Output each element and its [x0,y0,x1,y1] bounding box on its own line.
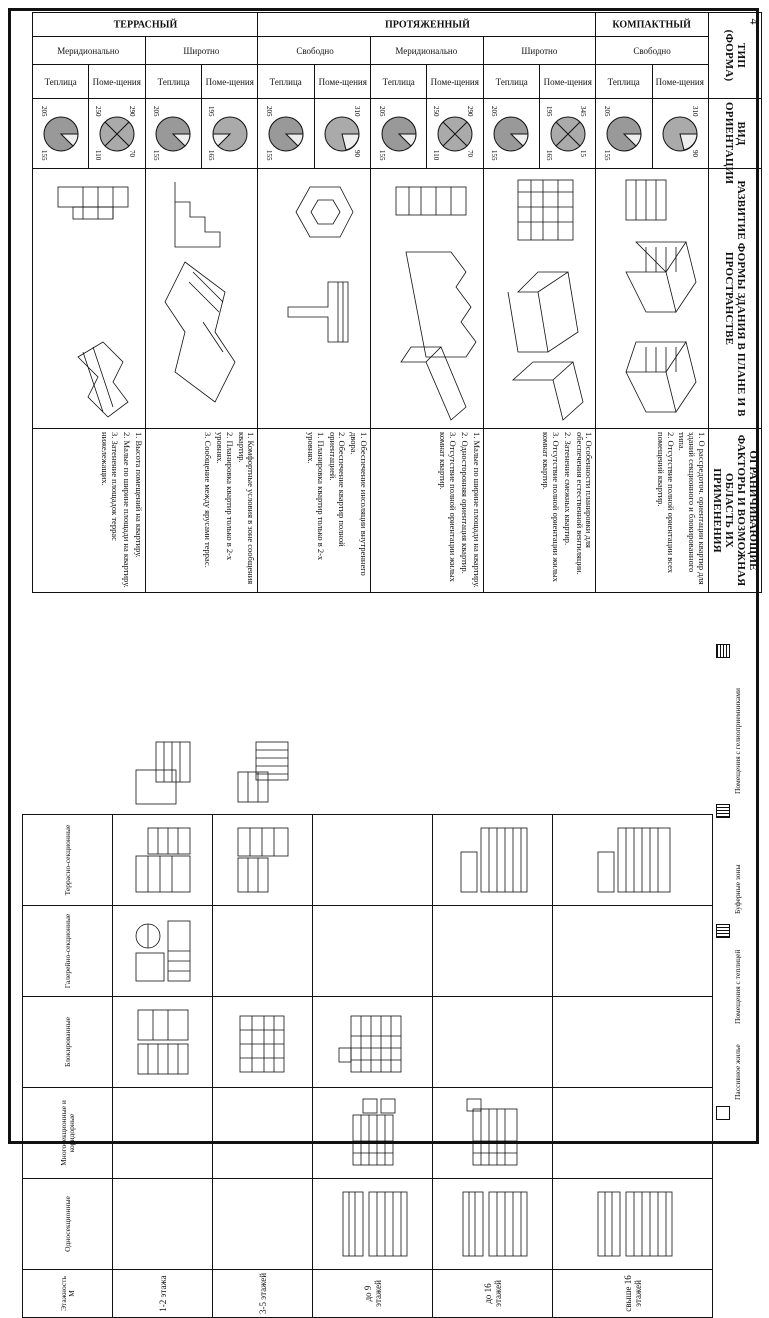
table-cell [313,1088,433,1179]
table-cell [553,997,713,1088]
table-cell [313,906,433,997]
form-sketch [371,169,484,429]
angle-label: 70 [466,149,475,157]
angle-label: 205 [377,105,386,117]
limits-cell [371,429,484,593]
table-cell [313,997,433,1088]
lower-table-area [22,628,712,1315]
orientation-diagram [202,99,258,169]
legend-swatch [716,1106,730,1120]
row-label: 1-2 этажа [113,1270,213,1318]
table-cell [433,1179,553,1270]
table-cell [113,997,213,1088]
building-plan-sketch [128,1002,198,1082]
angle-label: 90 [353,149,362,157]
legend-item [712,640,756,800]
table-cell [313,815,433,906]
table-cell [433,815,553,906]
orientation-pie-icon [94,104,140,164]
legend-item [712,920,756,1030]
orientation-diagram [145,99,201,169]
table-cell [553,1088,713,1179]
angle-label: 15 [578,149,587,157]
orientation-kind: Широтно [483,37,596,65]
table-cell [433,997,553,1088]
form-sketch [483,169,596,429]
building-plan-sketch [333,1002,413,1082]
table-cell [113,815,213,906]
angle-label: 110 [94,149,103,160]
limits-cell [483,429,596,593]
table-cell [213,1088,313,1179]
building-sketch [606,172,706,422]
limit-item: 2. Односторонняя ориентация квартир. [459,432,470,574]
sub-label: Теплица [258,65,314,99]
legend-label: Помещения с теплицей [733,949,742,1024]
orientation-pie-icon [432,104,478,164]
angle-label: 205 [490,105,499,117]
limit-item: 3. Отсутствие полной ориентации жилых комнат квартир. [438,432,459,582]
limit-item: 2. Планировка квартир только в 2-х уровнях. [215,432,235,561]
angle-label: 250 [432,105,441,117]
table-cell [433,906,553,997]
upper-table-area [20,12,762,592]
table-cell [553,815,713,906]
angle-label: 195 [544,105,553,117]
orientation-pie-icon [150,104,196,164]
column-header: Галерейно-секционные [23,906,113,997]
building-sketch [381,172,481,422]
limit-item: 3. Сообщение между ярусами террас. [203,432,214,568]
limits-cell [596,429,709,593]
angle-label: 310 [353,105,362,117]
corner-label: Этажность М [23,1270,113,1318]
building-sketch [43,172,143,422]
table-cell [213,815,313,906]
orientation-pie-icon [263,104,309,164]
limit-item: 3. Отсутствие полной ориентации жилых комнат квартир. [541,432,562,582]
header-orientation: ВИД ОРИЕНТАЦИИ [709,99,762,169]
table-cell [113,1179,213,1270]
group-extended: ПРОТЯЖЕННЫЙ [258,13,596,37]
sub-label: Теплица [33,65,89,99]
angle-label: 165 [544,149,553,161]
angle-label: 290 [128,105,137,117]
form-sketch [258,169,371,429]
orientation-diagram [258,99,314,169]
row-label: до 16 этажей [433,1270,553,1318]
table-cell [313,1179,433,1270]
building-plan-sketch [453,820,533,900]
limit-item: 1. Особенности планировки для обеспечения естественной вентиляции. [574,432,595,575]
group-compact: КОМПАКТНЫЙ [596,13,709,37]
angle-label: 310 [691,105,700,117]
building-plan-sketch [588,820,678,900]
angle-label: 205 [39,105,48,117]
sub-label: Теплица [145,65,201,99]
orientation-pie-icon [657,104,703,164]
row-label: 3-5 этажей [213,1270,313,1318]
angle-label: 250 [94,105,103,117]
limit-item: 1. Высота помещений на квартиру. [133,432,144,558]
table-cell [113,906,213,997]
angle-label: 155 [603,149,612,161]
orientation-diagram [540,99,596,169]
orientation-diagram [596,99,652,169]
building-plan-sketch [588,1184,678,1264]
angle-label: 155 [39,149,48,161]
angle-label: 290 [466,105,475,117]
building-forms-table [32,12,762,593]
angle-label: 70 [128,149,137,157]
orientation-pie-icon [601,104,647,164]
table-cell [553,906,713,997]
legend [712,640,756,1130]
table-cell [553,1179,713,1270]
orientation-pie-icon [488,104,534,164]
building-plan-sketch [333,1093,413,1173]
orientation-pie-icon [545,104,591,164]
building-plan-sketch [228,1002,298,1082]
row-label: до 9 этажей [313,1270,433,1318]
table-cell [113,1088,213,1179]
sub-label: Теплица [596,65,652,99]
sub-label: Поме-щения [314,65,370,99]
legend-label: Пассивное жилье [733,1044,742,1100]
sub-label: Теплица [371,65,427,99]
orientation-kind: Свободно [596,37,709,65]
header-type: ТИП (ФОРМА) [709,13,762,99]
orientation-kind: Меридионально [33,37,146,65]
limit-item: 3. Затенение площадок террас нижележащих. [100,432,121,541]
building-plan-sketch [453,1093,533,1173]
angle-label: 345 [578,105,587,117]
sub-label: Поме-щения [427,65,483,99]
orientation-diagram [652,99,708,169]
orientation-diagram [371,99,427,169]
orientation-diagram [314,99,370,169]
header-form: РАЗВИТИЕ ФОРМЫ ЗДАНИЯ В ПЛАНЕ И В ПРОСТРАНСТВЕ [709,169,762,429]
legend-swatch [716,924,730,938]
sub-label: Поме-щения [540,65,596,99]
limit-item: 2. Малые по ширине площади на квартиру. [121,432,132,588]
building-plan-sketch [228,732,298,812]
sub-label: Поме-щения [89,65,145,99]
table-cell [213,997,313,1088]
orientation-kind: Свободно [258,37,371,65]
orientation-diagram [33,99,89,169]
limit-item: 2. Отсутствие полной ориентации всех помещений квартир. [655,432,676,574]
angle-label: 155 [490,149,499,161]
building-plan-sketch [128,911,198,991]
row-label: свыше 16 этажей [553,1270,713,1318]
angle-label: 155 [152,149,161,161]
building-sketch [155,172,255,422]
column-header: Блокированные [23,997,113,1088]
angle-label: 205 [152,105,161,117]
form-sketch [145,169,258,429]
limit-item: 2. Затенение смежных квартир. [562,432,573,546]
legend-swatch [716,804,730,818]
page-number: 4 [747,18,762,25]
form-sketch [33,169,146,429]
orientation-diagram [483,99,539,169]
limit-item: 1. Обеспечение инсоляции внутреннего двора. [349,432,370,576]
column-header: Террасно-секционные [23,815,113,906]
legend-item [712,800,756,920]
orientation-pie-icon [38,104,84,164]
building-plan-sketch [453,1184,533,1264]
sub-label: Теплица [483,65,539,99]
orientation-pie-icon [376,104,422,164]
angle-label: 195 [206,105,215,117]
sub-label: Поме-щения [652,65,708,99]
angle-label: 205 [265,105,274,117]
legend-label: Помещения с гелиоприемниками [733,687,742,794]
table-cell [433,1088,553,1179]
header-limits: ОГРАНИЧИВАЮЩИЕ ФАКТОРЫ И ВОЗМОЖНАЯ ОБЛАСТЬ ИХ ПРИМЕНЕНИЯ [709,429,762,593]
legend-swatch [716,644,730,658]
limit-item: 2. Обеспечение квартир полной ориентацией. [327,432,348,547]
group-terraced: ТЕРРАСНЫЙ [33,13,258,37]
legend-item [712,1030,756,1130]
angle-label: 155 [265,149,274,161]
limit-item: 1. Малые по ширине площади на квартиру. [471,432,482,588]
limits-cell [258,429,371,593]
table-cell [213,906,313,997]
orientation-diagram [427,99,483,169]
limits-cell [33,429,146,593]
limit-item: 1. Планировка квартир только в 2-х уровнях. [306,432,326,561]
building-plan-sketch [128,732,198,812]
angle-label: 110 [432,149,441,160]
legend-label: Буферные зоны [733,864,742,914]
angle-label: 165 [206,149,215,161]
building-plan-sketch [128,820,198,900]
orientation-pie-icon [207,104,253,164]
orientation-kind: Широтно [145,37,258,65]
angle-label: 90 [691,149,700,157]
limit-item: 1. Комфортные условия в зоне сообщения квартир. [236,432,257,585]
building-plan-sketch [228,820,298,900]
angle-label: 205 [603,105,612,117]
limit-item: 1. О рассредоточ. ориентации квартир для зданий секционного и блокированного типа. [677,432,707,585]
limits-cell [145,429,258,593]
orientation-kind: Меридионально [371,37,484,65]
angle-label: 155 [377,149,386,161]
column-header: Многосекционные и коридорные [23,1088,113,1179]
building-sketch [493,172,593,422]
column-header: Односекционные [23,1179,113,1270]
orientation-pie-icon [319,104,365,164]
sub-label: Поме-щения [202,65,258,99]
orientation-diagram [89,99,145,169]
building-plan-sketch [333,1184,413,1264]
form-sketch [596,169,709,429]
table-cell [213,1179,313,1270]
building-sketch [268,172,368,422]
building-types-table [22,814,713,1318]
